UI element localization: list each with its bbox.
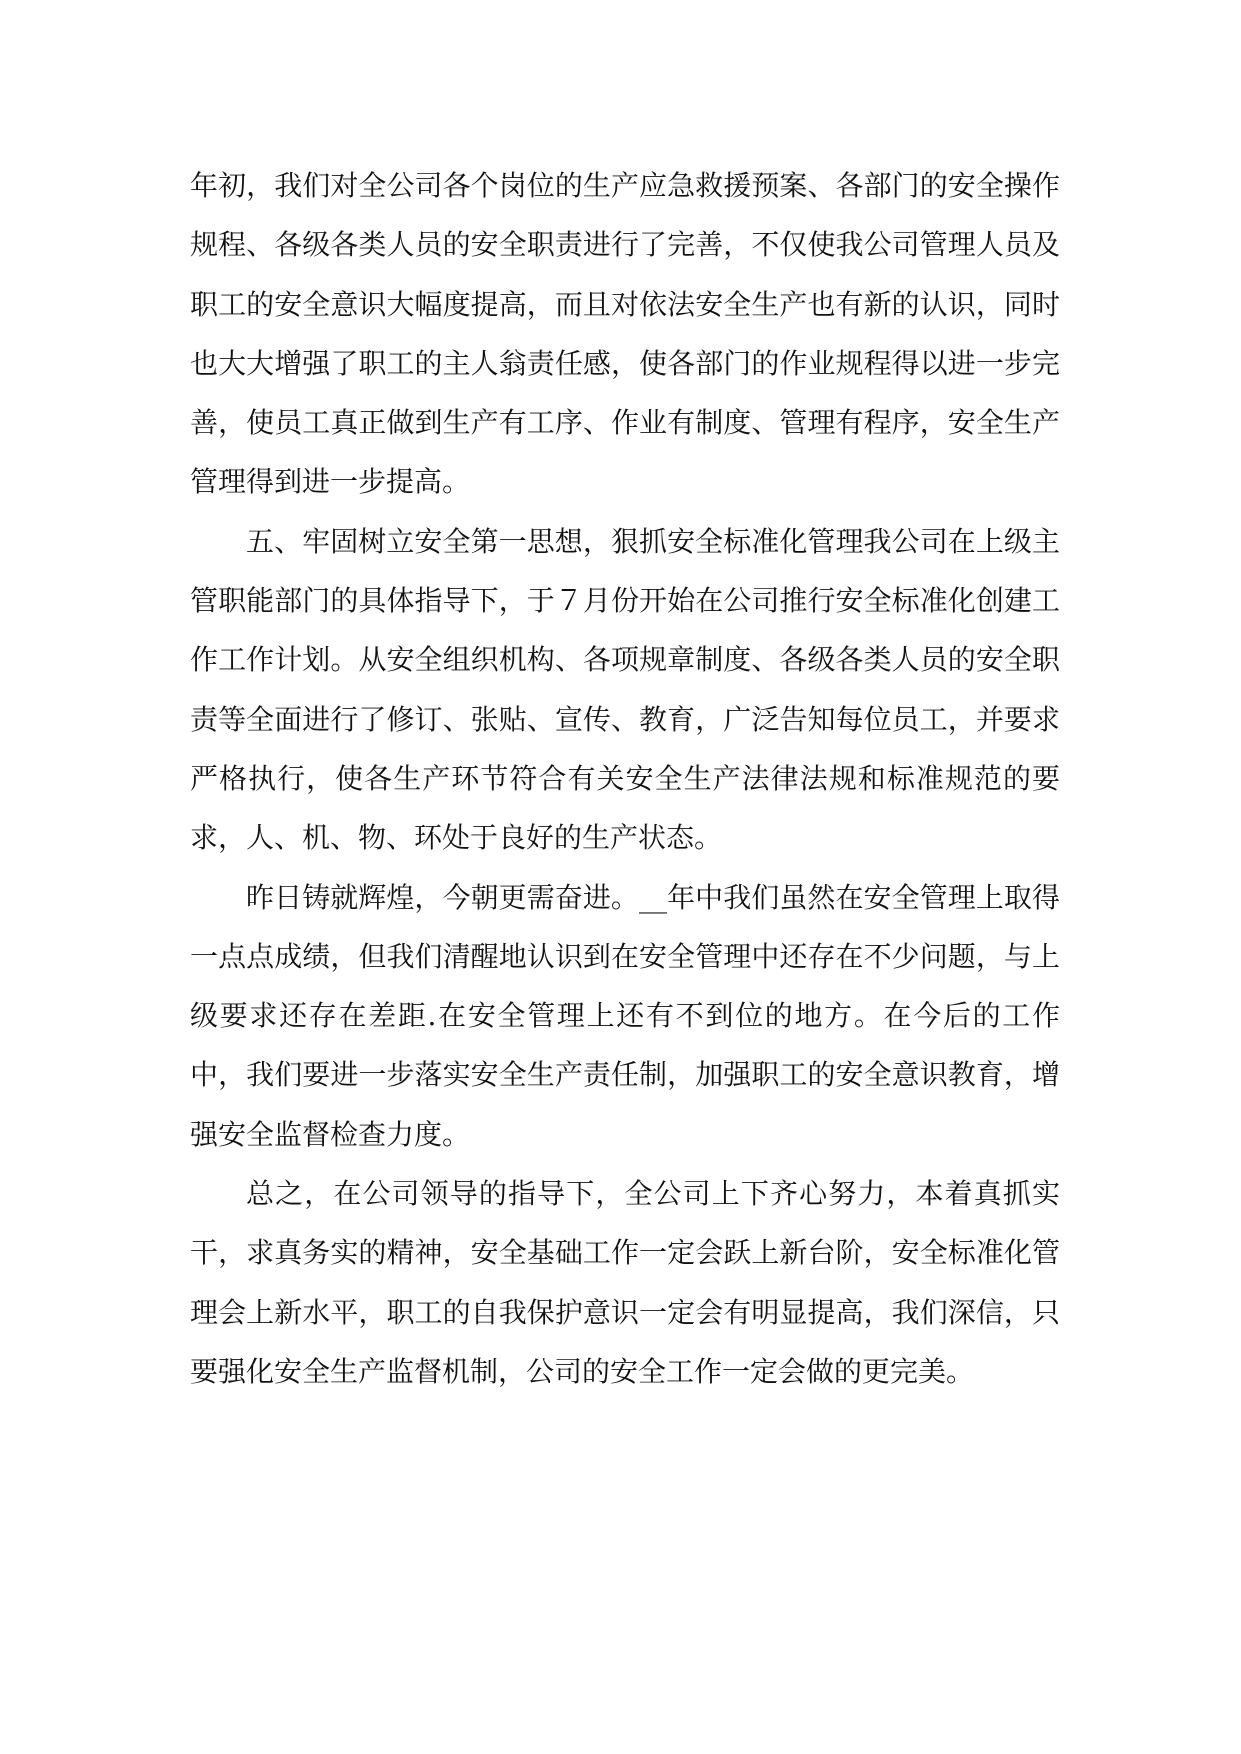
paragraph-section-five-standardization: 五、牢固树立安全第一思想，狠抓安全标准化管理我公司在上级主管职能部门的具体指导下，于７月份开始在公司推行安全标准化创建工作工作计划。从安全组织机构、各项规章制度、各级各类人员的安全职责等全面进行了修订、张贴、宣传、教育，广泛告知每位员工，并要求严格执行，使各生产环节符合有关安全生产法律法规和标准规范的要求，人、机、物、环处于良好的生产状态。	[190, 524, 1060, 855]
paragraph-problems-and-plans: 昨日铸就辉煌，今朝更需奋进。__年中我们虽然在安全管理上取得一点点成绩，但我们清醒地认识到在安全管理中还存在不少问题，与上级要求还存在差距.在安全管理上还有不到位的地方。在今后的工作中，我们要进一步落实安全生产责任制，加强职工的安全意识教育，增强安全监督检查力度。	[190, 880, 1060, 1151]
document-body	[190, 156, 1060, 1401]
paragraph-safety-procedures: 年初，我们对全公司各个岗位的生产应急救援预案、各部门的安全操作规程、各级各类人员的安全职责进行了完善，不仅使我公司管理人员及职工的安全意识大幅度提高，而且对依法安全生产也有新的认识，同时也大大增强了职工的主人翁责任感，使各部门的作业规程得以进一步完善，使员工真正做到生产有工序、作业有制度、管理有程序，安全生产管理得到进一步提高。	[190, 169, 1060, 499]
paragraph-conclusion: 总之，在公司领导的指导下，全公司上下齐心努力，本着真抓实干，求真务实的精神，安全基础工作一定会跃上新台阶，安全标准化管理会上新水平，职工的自我保护意识一定会有明显提高，我们深信，只要强化安全生产监督机制，公司的安全工作一定会做的更完美。	[190, 1177, 1060, 1388]
